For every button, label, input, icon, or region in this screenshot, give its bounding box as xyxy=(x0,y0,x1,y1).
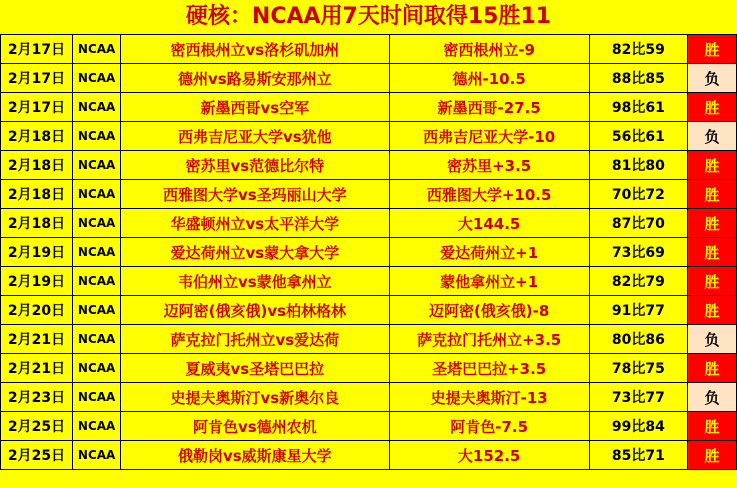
cell-date: 2月25日 xyxy=(1,441,73,470)
cell-date: 2月25日 xyxy=(1,412,73,441)
cell-score: 87比70 xyxy=(589,209,687,238)
cell-date: 2月17日 xyxy=(1,93,73,122)
cell-pick: 萨克拉门托州立+3.5 xyxy=(389,325,589,354)
cell-league: NCAA xyxy=(73,151,121,180)
cell-date: 2月17日 xyxy=(1,64,73,93)
cell-score: 91比77 xyxy=(589,296,687,325)
cell-match: 夏威夷vs圣塔巴巴拉 xyxy=(121,354,389,383)
table-row xyxy=(1,35,737,64)
cell-league: NCAA xyxy=(73,354,121,383)
table-row xyxy=(1,93,737,122)
cell-pick: 新墨西哥-27.5 xyxy=(389,93,589,122)
cell-date: 2月23日 xyxy=(1,383,73,412)
cell-score: 85比71 xyxy=(589,441,687,470)
cell-score: 56比61 xyxy=(589,122,687,151)
cell-pick: 大152.5 xyxy=(389,441,589,470)
cell-result: 胜 xyxy=(687,93,736,122)
cell-score: 73比69 xyxy=(589,238,687,267)
cell-pick: 蒙他拿州立+1 xyxy=(389,267,589,296)
cell-match: 华盛顿州立vs太平洋大学 xyxy=(121,209,389,238)
cell-match: 西弗吉尼亚大学vs犹他 xyxy=(121,122,389,151)
cell-result: 胜 xyxy=(687,151,736,180)
cell-league: NCAA xyxy=(73,180,121,209)
cell-league: NCAA xyxy=(73,35,121,64)
cell-result: 负 xyxy=(687,122,736,151)
cell-result: 负 xyxy=(687,383,736,412)
table-row xyxy=(1,354,737,383)
cell-league: NCAA xyxy=(73,325,121,354)
cell-score: 78比75 xyxy=(589,354,687,383)
cell-match: 韦伯州立vs蒙他拿州立 xyxy=(121,267,389,296)
cell-match: 密苏里vs范德比尔特 xyxy=(121,151,389,180)
table-row xyxy=(1,383,737,412)
cell-date: 2月18日 xyxy=(1,122,73,151)
cell-league: NCAA xyxy=(73,93,121,122)
table-row xyxy=(1,325,737,354)
cell-pick: 西弗吉尼亚大学-10 xyxy=(389,122,589,151)
cell-match: 萨克拉门托州立vs爱达荷 xyxy=(121,325,389,354)
cell-date: 2月20日 xyxy=(1,296,73,325)
cell-match: 俄勒岗vs威斯康星大学 xyxy=(121,441,389,470)
cell-score: 80比86 xyxy=(589,325,687,354)
cell-league: NCAA xyxy=(73,267,121,296)
cell-pick: 密西根州立-9 xyxy=(389,35,589,64)
results-table xyxy=(0,34,737,470)
cell-pick: 阿肯色-7.5 xyxy=(389,412,589,441)
cell-date: 2月21日 xyxy=(1,325,73,354)
cell-date: 2月18日 xyxy=(1,209,73,238)
cell-score: 82比79 xyxy=(589,267,687,296)
cell-score: 82比59 xyxy=(589,35,687,64)
cell-result: 胜 xyxy=(687,209,736,238)
cell-score: 70比72 xyxy=(589,180,687,209)
cell-pick: 德州-10.5 xyxy=(389,64,589,93)
cell-score: 88比85 xyxy=(589,64,687,93)
cell-pick: 大144.5 xyxy=(389,209,589,238)
table-row xyxy=(1,238,737,267)
table-row xyxy=(1,296,737,325)
table-row xyxy=(1,267,737,296)
cell-pick: 圣塔巴巴拉+3.5 xyxy=(389,354,589,383)
cell-league: NCAA xyxy=(73,296,121,325)
table-row xyxy=(1,180,737,209)
cell-match: 密西根州立vs洛杉矶加州 xyxy=(121,35,389,64)
cell-date: 2月18日 xyxy=(1,151,73,180)
cell-match: 爱达荷州立vs蒙大拿大学 xyxy=(121,238,389,267)
cell-date: 2月19日 xyxy=(1,238,73,267)
cell-result: 负 xyxy=(687,325,736,354)
cell-match: 迈阿密(俄亥俄)vs柏林格林 xyxy=(121,296,389,325)
cell-league: NCAA xyxy=(73,412,121,441)
cell-pick: 爱达荷州立+1 xyxy=(389,238,589,267)
cell-match: 新墨西哥vs空军 xyxy=(121,93,389,122)
cell-pick: 迈阿密(俄亥俄)-8 xyxy=(389,296,589,325)
table-row xyxy=(1,151,737,180)
cell-result: 胜 xyxy=(687,412,736,441)
cell-pick: 西雅图大学+10.5 xyxy=(389,180,589,209)
cell-result: 胜 xyxy=(687,267,736,296)
cell-league: NCAA xyxy=(73,238,121,267)
cell-score: 81比80 xyxy=(589,151,687,180)
cell-date: 2月21日 xyxy=(1,354,73,383)
cell-result: 胜 xyxy=(687,180,736,209)
cell-date: 2月18日 xyxy=(1,180,73,209)
cell-score: 98比61 xyxy=(589,93,687,122)
table-row xyxy=(1,209,737,238)
table-row xyxy=(1,64,737,93)
cell-result: 胜 xyxy=(687,35,736,64)
cell-league: NCAA xyxy=(73,122,121,151)
cell-league: NCAA xyxy=(73,209,121,238)
cell-league: NCAA xyxy=(73,383,121,412)
cell-league: NCAA xyxy=(73,441,121,470)
cell-result: 胜 xyxy=(687,354,736,383)
cell-league: NCAA xyxy=(73,64,121,93)
cell-match: 德州vs路易斯安那州立 xyxy=(121,64,389,93)
cell-score: 73比77 xyxy=(589,383,687,412)
table-row xyxy=(1,441,737,470)
cell-match: 西雅图大学vs圣玛丽山大学 xyxy=(121,180,389,209)
cell-date: 2月19日 xyxy=(1,267,73,296)
page-title: 硬核：NCAA用7天时间取得15胜11 xyxy=(185,4,552,29)
table-row xyxy=(1,412,737,441)
cell-result: 胜 xyxy=(687,441,736,470)
table-row xyxy=(1,122,737,151)
cell-pick: 密苏里+3.5 xyxy=(389,151,589,180)
cell-result: 胜 xyxy=(687,238,736,267)
cell-date: 2月17日 xyxy=(1,35,73,64)
cell-result: 胜 xyxy=(687,296,736,325)
cell-pick: 史提夫奥斯汀-13 xyxy=(389,383,589,412)
cell-score: 99比84 xyxy=(589,412,687,441)
cell-result: 负 xyxy=(687,64,736,93)
cell-match: 阿肯色vs德州农机 xyxy=(121,412,389,441)
cell-match: 史提夫奥斯汀vs新奥尔良 xyxy=(121,383,389,412)
